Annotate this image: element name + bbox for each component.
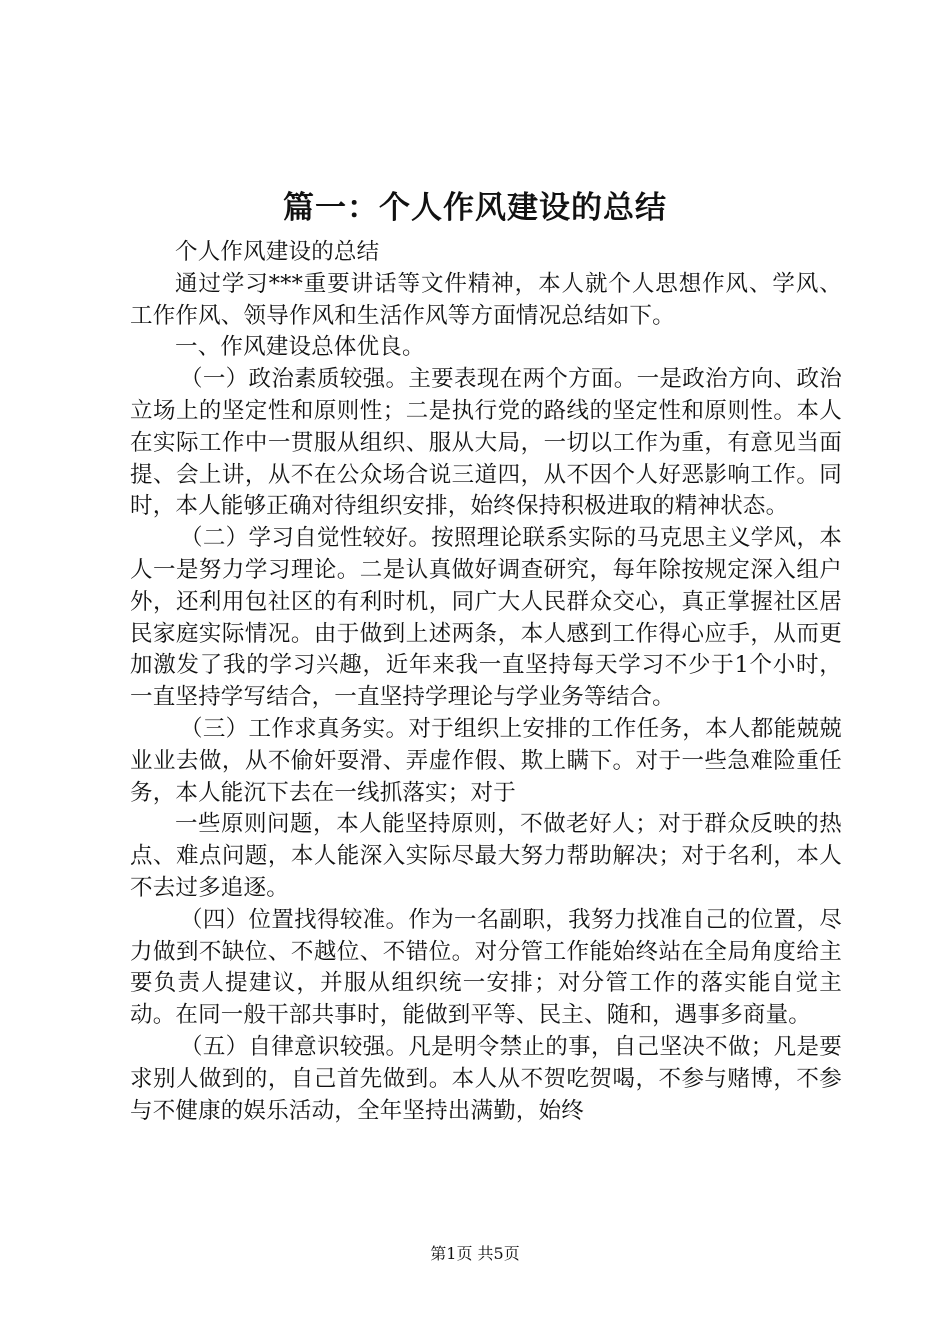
paragraph: （五）自律意识较强。凡是明令禁止的事，自己坚决不做；凡是要求别人做到的，自己首先做到。本人从不贺吃贺喝，不参与赌博，不参与不健康的娱乐活动，全年坚持出满勤，始终: [130, 1033, 842, 1124]
paragraph: （二）学习自觉性较好。按照理论联系实际的马克思主义学风，本人一是努力学习理论。二是认真做好调查研究，每年除按规定深入组户外，还利用包社区的有利时机，同广大人民群众交心，真正掌握社区居民家庭实际情况。由于做到上述两条，本人感到工作得心应手，从而更加激发了我的学习兴趣，近年来我一直坚持每天学习不少于1个小时，一直坚持学写结合，一直坚持学理论与学业务等结合。: [130, 525, 842, 711]
paragraph: 通过学习***重要讲话等文件精神，本人就个人思想作风、学风、工作作风、领导作风和生活作风等方面情况总结如下。: [130, 270, 842, 329]
page-number-footer: 第1页 共5页: [430, 1244, 520, 1263]
section-heading: 一、作风建设总体优良。: [175, 334, 425, 361]
paragraph: （一）政治素质较强。主要表现在两个方面。一是政治方向、政治立场上的坚定性和原则性；二是执行党的路线的坚定性和原则性。本人在实际工作中一贯服从组织、服从大局，一切以工作为重，有意见当面提、会上讲，从不在公众场合说三道四，从不因个人好恶影响工作。同时，本人能够正确对待组织安排，始终保持积极进取的精神状态。: [130, 366, 842, 520]
paragraph: 一些原则问题，本人能坚持原则，不做老好人；对于群众反映的热点、难点问题，本人能深入实际尽最大努力帮助解决；对于名利，本人不去过多追逐。: [130, 811, 842, 901]
paragraph: （三）工作求真务实。对于组织上安排的工作任务，本人都能兢兢业业去做，从不偷奸耍滑、弄虚作假、欺上瞒下。对于一些急难险重任务，本人能沉下去在一线抓落实；对于: [130, 715, 842, 806]
paragraph: （四）位置找得较准。作为一名副职，我努力找准自己的位置，尽力做到不缺位、不越位、不错位。对分管工作能始终站在全局角度给主要负责人提建议，并服从组织统一安排；对分管工作的落实能自觉主动。在同一般干部共事时，能做到平等、民主、随和，遇事多商量。: [130, 906, 842, 1029]
paragraph: 个人作风建设的总结: [175, 239, 380, 265]
document-title: 篇一：个人作风建设的总结: [283, 190, 667, 226]
document-body: [130, 237, 842, 1127]
